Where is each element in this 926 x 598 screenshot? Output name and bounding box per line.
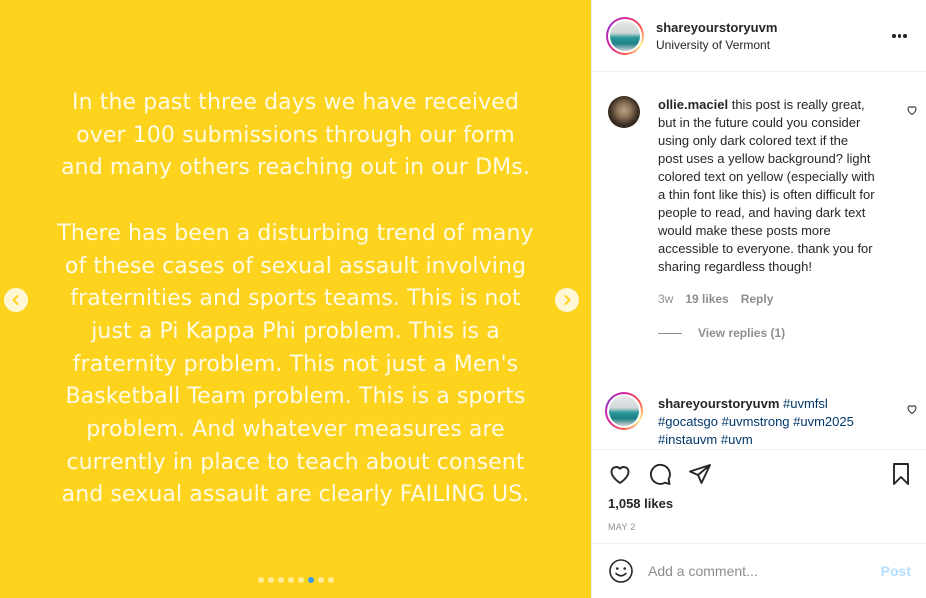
post-location[interactable]: University of Vermont (656, 37, 771, 52)
hashtag-links[interactable]: #uvmfsl #gocatsgo #uvmstrong #uvm2025 #instauvm #uvm (658, 396, 854, 447)
post-header (592, 0, 926, 72)
carousel-dot (288, 577, 294, 583)
author-avatar[interactable] (606, 17, 644, 55)
share-icon[interactable] (688, 462, 712, 486)
comment-heart-icon[interactable] (906, 403, 918, 415)
more-options-button[interactable] (892, 28, 910, 44)
commenter-username[interactable]: ollie.maciel (658, 97, 729, 112)
carousel-dot (328, 577, 334, 583)
view-replies-button[interactable] (658, 324, 876, 342)
comment-item (608, 395, 908, 449)
carousel-next-button[interactable] (555, 288, 579, 312)
chevron-left-icon (10, 294, 22, 306)
post-comment-button[interactable]: Post (880, 563, 911, 579)
post-date[interactable]: MAY 2 (608, 522, 636, 532)
carousel-dot (278, 577, 284, 583)
carousel-dot (258, 577, 264, 583)
view-replies-label: View replies (1) (698, 326, 786, 340)
comment-icon[interactable] (648, 462, 672, 486)
comment-item (608, 96, 908, 342)
commenter-avatar[interactable] (608, 96, 640, 128)
comment-age[interactable]: 3w (658, 292, 674, 306)
comment-input[interactable] (648, 563, 868, 579)
more-dots-icon (892, 34, 896, 38)
comment-heart-icon[interactable] (906, 104, 918, 116)
add-comment-bar (592, 543, 926, 598)
carousel-indicator (0, 577, 591, 583)
carousel-dot (298, 577, 304, 583)
reply-button[interactable]: Reply (740, 292, 774, 306)
author-avatar[interactable] (605, 392, 643, 430)
carousel-dot (268, 577, 274, 583)
comments-list[interactable] (592, 73, 926, 449)
chevron-right-icon (561, 294, 573, 306)
post-image-text: In the past three days we have received over 100 submissions through our form and many others reaching out in our DMs. There has been a disturbing trend of many of these cases of sexual assault involving fraternities and sports teams. This is not just a Pi Kappa Phi problem. This is a fraternity problem. This not just a Men's Basketball Team problem. This is a sports problem. And whatever measures are currently in place to teach about consent and sexual assault are clearly FAILING US. (57, 90, 534, 508)
carousel-dot (308, 577, 314, 583)
author-username[interactable]: shareyourstoryuvm (656, 19, 778, 35)
post-sidebar (591, 0, 926, 598)
bookmark-icon[interactable] (889, 462, 913, 486)
post-actions (592, 449, 926, 543)
comment-likes[interactable]: 19 likes (685, 292, 729, 306)
emoji-icon[interactable] (608, 558, 634, 584)
commenter-username[interactable]: shareyourstoryuvm (658, 396, 780, 411)
like-count[interactable]: 1,058 likes (608, 496, 674, 511)
heart-icon[interactable] (608, 462, 632, 486)
comment-text: this post is really great, but in the future could you consider using only dark colored text if the post uses a yellow background? light colored text on yellow (especially with a thin font like this) is often difficult for people to read, and having dark text would make these posts more accessible to everyone. thank you for sharing regardless though! (658, 97, 875, 274)
carousel-prev-button[interactable] (4, 288, 28, 312)
carousel-dot (318, 577, 324, 583)
